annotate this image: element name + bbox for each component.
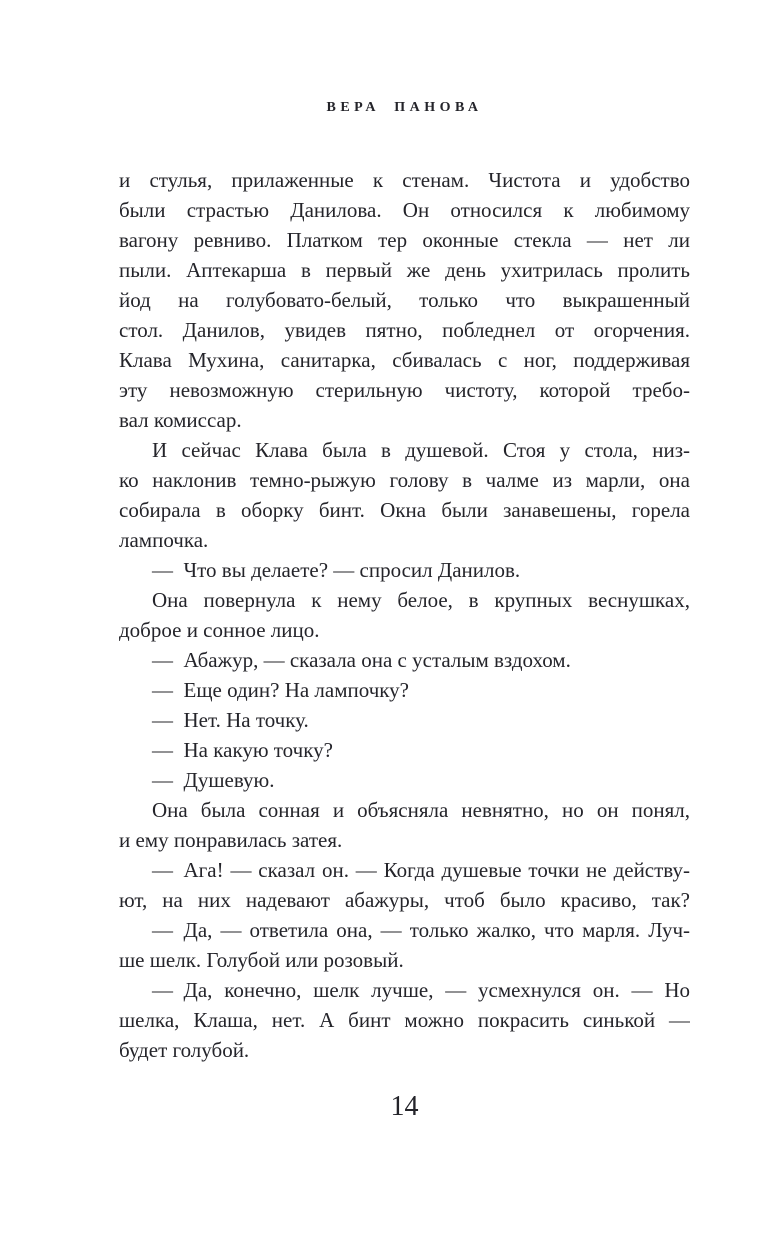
text-line: — Душевую. <box>152 768 275 792</box>
text-line: пыли. Аптекарша в первый же день ухитрилась пролить <box>119 258 690 282</box>
text-line: йод на голубовато-белый, только что выкрашенный <box>119 288 690 312</box>
text-line: шелка, Клаша, нет. А бинт можно покрасить синькой — <box>119 1008 690 1032</box>
text-line: будет голубой. <box>119 1038 250 1062</box>
text-line: были страстью Данилова. Он относился к любимому <box>119 198 690 222</box>
text-line: собирала в оборку бинт. Окна были занавешены, горела <box>119 498 690 522</box>
text-line: И сейчас Клава была в душевой. Стоя у стола, низ- <box>152 438 690 462</box>
text-line: вагону ревниво. Платком тер оконные стекла — нет ли <box>119 228 690 252</box>
text-line: — На какую точку? <box>152 738 333 762</box>
text-line: ше шелк. Голубой или розовый. <box>119 948 404 972</box>
text-line: ко наклонив темно-рыжую голову в чалме из марли, она <box>119 468 690 492</box>
text-line: и стулья, прилаженные к стенам. Чистота и удобство <box>119 168 690 192</box>
text-line: — Нет. На точку. <box>152 708 309 732</box>
text-line: стол. Данилов, увидев пятно, побледнел от огорчения. <box>119 318 690 342</box>
text-line: — Да, — ответила она, — только жалко, что марля. Луч- <box>152 918 690 942</box>
text-line: Она повернула к нему белое, в крупных веснушках, <box>152 588 690 612</box>
text-line: Клава Мухина, санитарка, сбивалась с ног, поддерживая <box>119 348 690 372</box>
text-line: эту невозможную стерильную чистоту, которой требо- <box>119 378 690 402</box>
text-line: Она была сонная и объясняла невнятно, но он понял, <box>152 798 690 822</box>
text-line: доброе и сонное лицо. <box>119 618 320 642</box>
text-line: — Что вы делаете? — спросил Данилов. <box>152 558 521 582</box>
page-number: 14 <box>390 1091 419 1122</box>
running-head: ВЕРА ПАНОВА <box>326 100 483 115</box>
text-line: лампочка. <box>119 528 209 552</box>
text-line: — Еще один? На лампочку? <box>152 678 410 702</box>
text-line: и ему понравилась затея. <box>119 828 343 852</box>
text-block <box>119 165 690 1065</box>
text-line: — Да, конечно, шелк лучше, — усмехнулся он. — Но <box>152 978 690 1002</box>
text-line: вал комиссар. <box>119 408 242 432</box>
text-line: — Абажур, — сказала она с усталым вздохом. <box>152 648 571 672</box>
text-line: ют, на них надевают абажуры, чтоб было красиво, так? <box>119 888 690 912</box>
text-line: — Ага! — сказал он. — Когда душевые точки не действу- <box>152 858 690 882</box>
